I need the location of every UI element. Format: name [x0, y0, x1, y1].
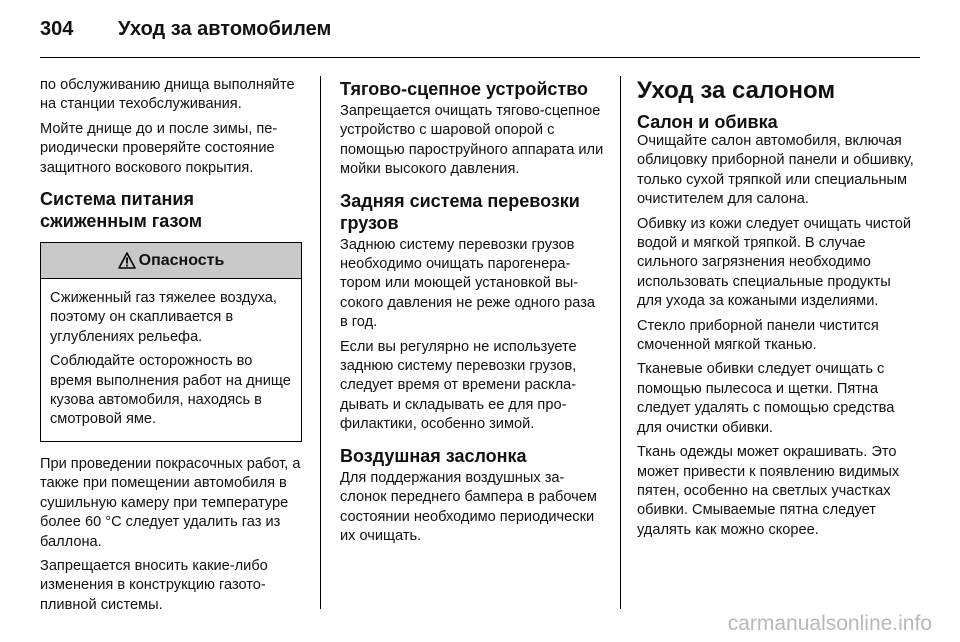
paragraph: Если вы регулярно не используете заднюю систему перевозки грузов, следует время от времени раскладывать и складывать ее для профилактики, особенно зимой. [340, 338, 577, 433]
page-number: 304 [40, 17, 74, 40]
section-heading-towbar: Тягово-сцепное устройство [340, 79, 589, 99]
paragraph: При проведении покрасочных работ, а также при помещении автомобиля в сушильную камеру при температуре более 60 °C следует удалить газ из баллона. [40, 455, 301, 550]
paragraph: Очищайте салон автомобиля, включая облицовку приборной панели и обшивку, только сухой тряпкой или специальным очистителем для салона. [637, 133, 914, 208]
danger-box [40, 242, 302, 442]
column-divider-2 [620, 76, 621, 609]
danger-paragraph: Соблюдайте осторожность во время выполнения работ на днище кузова автомобиля, находясь в смотровой яме. [50, 353, 291, 428]
paragraph: Обивку из кожи следует очищать чистой водой и мягкой тряпкой. В случае сильного загрязнения необходимо использовать специальные продукты для ухода за кожаными изделиями. [637, 215, 912, 310]
watermark: carmanualsonline.info [727, 612, 932, 635]
section-heading-air-flap: Воздушная заслонка [340, 445, 527, 466]
paragraph: Мойте днище до и после зимы, периодически проверяйте состояние защитного воскового покрытия. [40, 120, 278, 176]
warning-triangle-icon [118, 252, 136, 269]
paragraph: Для поддержания воздушных заслонок переднего бампера в рабочем состоянии необходимо периодически их очищать. [340, 469, 597, 544]
section-title-interior-care: Уход за салоном [637, 77, 836, 104]
section-heading-carrier: Задняя система перевозки грузов [340, 190, 580, 233]
section-heading-lpg: Система питания сжиженным газом [40, 189, 203, 232]
header-divider [40, 57, 920, 58]
paragraph: Запрещается вносить какие-либо изменения в конструкцию газотопливной системы. [40, 557, 268, 613]
paragraph: Стекло приборной панели чистится смоченной мягкой тканью. [637, 317, 879, 354]
column-left [40, 76, 302, 620]
danger-paragraph: Сжиженный газ тяжелее воздуха, поэтому он скапливается в углублениях рельефа. [50, 290, 277, 345]
paragraph: по обслуживанию днища выполняйте на станции техобслуживания. [40, 77, 295, 113]
page-header [40, 14, 331, 44]
danger-header [41, 243, 301, 279]
chapter-title: Уход за автомобилем [118, 17, 332, 40]
subsection-heading-upholstery: Салон и обивка [637, 112, 778, 132]
paragraph: Заднюю систему перевозки грузов необходимо очищать парогенератором или моющей установкой высокого давления не реже одного раза в год. [340, 236, 596, 331]
column-divider-1 [320, 76, 321, 609]
paragraph: Тканевые обивки следует очищать с помощью пылесоса и щетки. Пятна следует удалять с помощью средства для очистки обивки. [637, 361, 895, 436]
danger-body [41, 279, 301, 441]
paragraph: Запрещается очищать тягово-сцепное устройство с шаровой опорой с помощью пароструйного аппарата или мойки высокого давления. [340, 103, 604, 178]
column-right [637, 76, 919, 545]
paragraph: Ткань одежды может окрашивать. Это может привести к появлению видимых пятен, особенно на светлых участках обивки. Смываемые пятна следует удалять как можно скорее. [637, 444, 900, 538]
danger-title: Опасность [138, 251, 225, 269]
column-middle [340, 76, 606, 551]
